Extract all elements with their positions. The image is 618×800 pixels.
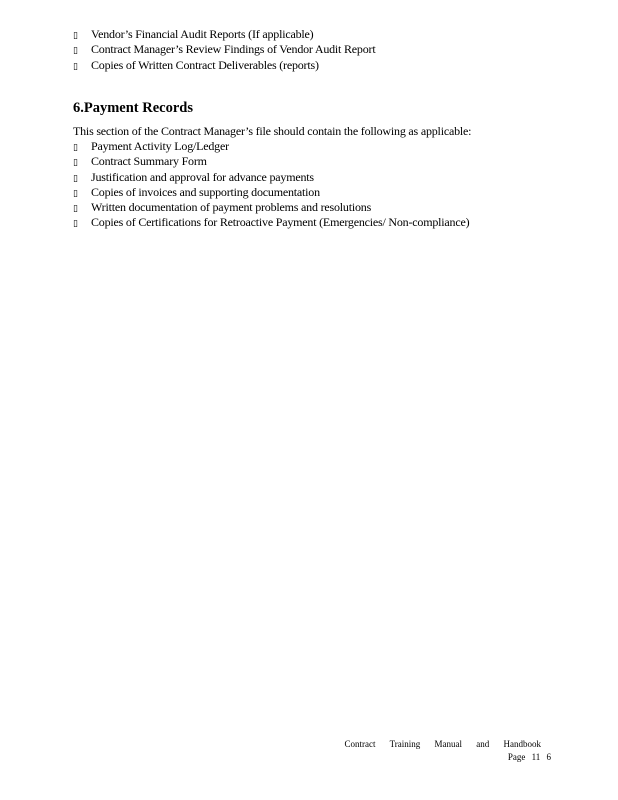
list-item: [73, 154, 469, 169]
page-number: Page 11 6: [507, 752, 551, 762]
list-item-text: Contract Summary Form: [91, 154, 207, 169]
list-item-text: Justification and approval for advance payments: [91, 169, 314, 184]
list-item-text: Copies of invoices and supporting documentation: [91, 184, 320, 199]
list-item: [73, 139, 469, 154]
bullet-icon: ▯: [73, 143, 78, 153]
footer-title: Contract Training Manual and Handbook: [344, 739, 541, 749]
payment-records-list: [73, 139, 469, 231]
list-item-text: Payment Activity Log/Ledger: [91, 139, 229, 153]
bullet-icon: ▯: [73, 219, 78, 230]
bullet-icon: ▯: [73, 204, 78, 215]
list-item-text: Copies of Written Contract Deliverables (reports): [91, 57, 319, 72]
list-item: [73, 58, 375, 73]
list-item: [73, 215, 469, 230]
list-item: [73, 42, 375, 57]
list-item: [73, 170, 469, 185]
list-item-text: Copies of Certifications for Retroactive Payment (Emergencies/ Non-compliance): [91, 215, 470, 230]
list-item-text: Vendor’s Financial Audit Reports (If applicable): [91, 27, 314, 41]
section-heading: 6.Payment Records: [73, 100, 194, 116]
list-item: [73, 27, 375, 42]
list-item-text: Written documentation of payment problems and resolutions: [91, 200, 372, 215]
list-item: [73, 200, 469, 215]
deliverables-list: [73, 27, 375, 73]
list-item-text: Contract Manager’s Review Findings of Vendor Audit Report: [91, 42, 376, 57]
list-item: [73, 185, 469, 200]
bullet-icon: ▯: [73, 158, 78, 169]
section-intro: This section of the Contract Manager’s file should contain the following as applicable:: [73, 124, 472, 138]
bullet-icon: ▯: [73, 61, 78, 72]
bullet-icon: ▯: [73, 46, 78, 57]
bullet-icon: ▯: [73, 173, 78, 184]
bullet-icon: ▯: [73, 31, 78, 41]
bullet-icon: ▯: [73, 188, 78, 199]
